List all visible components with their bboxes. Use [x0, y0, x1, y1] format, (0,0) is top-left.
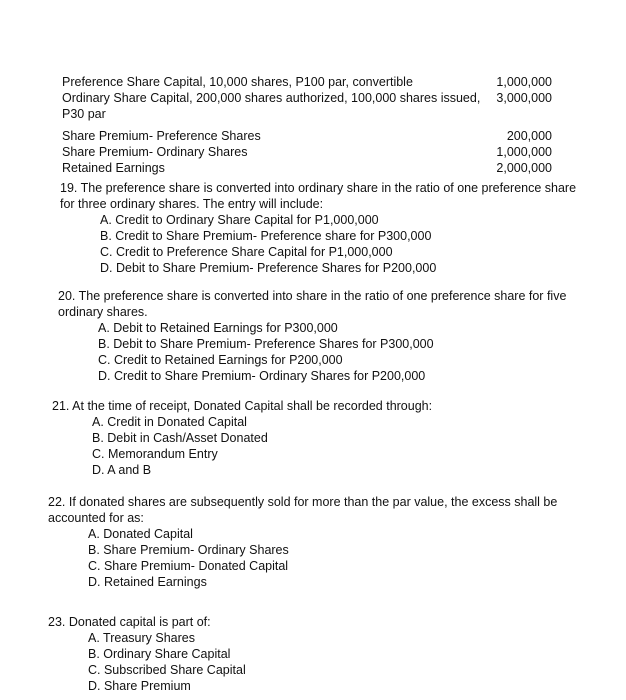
question-22	[48, 494, 604, 590]
balance-row	[62, 144, 552, 160]
answer-option[interactable]: D. Debit to Share Premium- Preference Shares for P200,000	[100, 261, 437, 275]
answer-option[interactable]: C. Credit to Retained Earnings for P200,000	[98, 353, 343, 367]
question-text: 21. At the time of receipt, Donated Capital shall be recorded through:	[52, 399, 433, 413]
answer-options	[88, 526, 604, 590]
balance-amount: 200,000	[506, 129, 552, 143]
answer-option[interactable]: B. Credit to Share Premium- Preference share for P300,000	[100, 229, 432, 243]
balance-row	[62, 90, 552, 122]
answer-option[interactable]: D. Share Premium	[88, 679, 191, 693]
answer-option[interactable]: C. Share Premium- Donated Capital	[88, 559, 289, 573]
answer-option[interactable]: A. Debit to Retained Earnings for P300,000	[98, 321, 338, 335]
balance-label: Retained Earnings	[62, 161, 165, 175]
answer-option[interactable]: D. Retained Earnings	[88, 575, 207, 589]
answer-options	[100, 212, 592, 276]
balance-amount: 1,000,000	[496, 75, 552, 89]
balance-label: Preference Share Capital, 10,000 shares, P100 par, convertible	[62, 75, 413, 89]
balance-row	[62, 128, 552, 144]
question-20	[58, 288, 598, 384]
account-balances	[62, 74, 552, 176]
balance-row	[62, 160, 552, 176]
balance-amount: 3,000,000	[496, 91, 552, 105]
answer-options	[98, 320, 598, 384]
answer-option[interactable]: C. Credit to Preference Share Capital for P1,000,000	[100, 245, 393, 259]
balance-label: Ordinary Share Capital, 200,000 shares authorized, 100,000 shares issued, P30 par	[62, 91, 481, 121]
question-19	[60, 180, 592, 276]
answer-option[interactable]: B. Debit to Share Premium- Preference Shares for P300,000	[98, 337, 434, 351]
question-text: 20. The preference share is converted into share in the ratio of one preference share for five ordinary shares.	[58, 289, 567, 319]
balance-amount: 2,000,000	[496, 161, 552, 175]
question-21	[52, 398, 592, 478]
balance-row	[62, 74, 552, 90]
answer-option[interactable]: B. Share Premium- Ordinary Shares	[88, 543, 289, 557]
balance-label: Share Premium- Preference Shares	[62, 129, 261, 143]
answer-option[interactable]: A. Donated Capital	[88, 527, 193, 541]
answer-option[interactable]: C. Subscribed Share Capital	[88, 663, 246, 677]
question-23	[48, 614, 588, 694]
question-text: 22. If donated shares are subsequently sold for more than the par value, the excess shall be accounted for as:	[48, 495, 558, 525]
answer-option[interactable]: A. Treasury Shares	[88, 631, 195, 645]
answer-option[interactable]: A. Credit to Ordinary Share Capital for P1,000,000	[100, 213, 379, 227]
answer-options	[88, 630, 588, 694]
balance-amount: 1,000,000	[496, 145, 552, 159]
answer-option[interactable]: C. Memorandum Entry	[92, 447, 218, 461]
answer-option[interactable]: D. Credit to Share Premium- Ordinary Shares for P200,000	[98, 369, 426, 383]
answer-option[interactable]: B. Debit in Cash/Asset Donated	[92, 431, 268, 445]
question-text: 19. The preference share is converted into ordinary share in the ratio of one preference share for three ordinary shares. The entry will include:	[60, 181, 577, 211]
balance-label: Share Premium- Ordinary Shares	[62, 145, 248, 159]
answer-option[interactable]: D. A and B	[92, 463, 152, 477]
question-text: 23. Donated capital is part of:	[48, 615, 211, 629]
answer-option[interactable]: B. Ordinary Share Capital	[88, 647, 231, 661]
answer-option[interactable]: A. Credit in Donated Capital	[92, 415, 247, 429]
answer-options	[92, 414, 592, 478]
